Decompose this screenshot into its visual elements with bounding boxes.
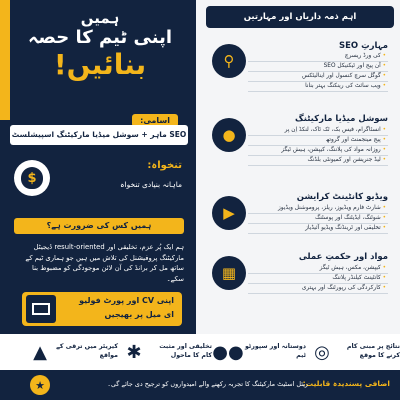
lightbulb-icon: ✱ xyxy=(126,341,142,363)
list-item: • پیج مینجمنٹ اور گروتھ xyxy=(248,136,388,146)
team-icon: ●● xyxy=(212,341,244,363)
footer-bar xyxy=(0,370,400,400)
benefit-growth xyxy=(24,338,120,368)
benefit-creative xyxy=(118,338,214,368)
benefits-row xyxy=(0,334,400,370)
list-item: • آن پیج اور ٹیکنیکل SEO xyxy=(248,62,388,72)
mail-icon xyxy=(26,295,56,323)
star-icon: ★ xyxy=(30,375,50,395)
headline-line-1: ہمیں xyxy=(80,9,120,27)
section-content-strategy xyxy=(206,248,394,312)
benefit-text: تخلیقی اور مثبت کام کا ماحول xyxy=(159,343,212,359)
section-seo xyxy=(206,36,394,100)
cv-box xyxy=(22,292,182,326)
target-icon: ◎ xyxy=(314,341,330,363)
seo-magnifier-icon: ⚲ xyxy=(212,44,246,78)
headline-line-2: اپنی ٹیم کا حصہ xyxy=(28,27,172,48)
list-item: • کارکردگی کی رپورٹنگ اور بہتری xyxy=(248,284,388,294)
section-title: مہارتِ SEO xyxy=(339,41,388,51)
list-item: • شوٹنگ، ایڈیٹنگ اور پوسٹنگ xyxy=(248,214,388,224)
section-items xyxy=(248,52,388,92)
benefit-text: دوستانہ اور سپورٹو ٹیم xyxy=(244,343,306,359)
list-item: • انسٹاگرام، فیس بک، ٹک ٹاک، لنکڈ اِن پر xyxy=(248,126,388,136)
position-label: اسامی: xyxy=(132,114,178,127)
cv-line-2: ای میل پر بھیجیں xyxy=(104,310,174,319)
list-item: • تخلیقی اور ٹرینڈنگ ویڈیو آئیڈیاز xyxy=(248,224,388,234)
benefit-text: کیریئر میں ترقی کے مواقع xyxy=(56,343,118,359)
video-clapper-icon: ▶ xyxy=(212,196,246,230)
section-title: ویڈیو کانٹینٹ کرایشن xyxy=(296,192,388,202)
responsibilities-header: اہم ذمہ داریاں اور مہارتیں xyxy=(206,6,394,28)
cv-line-1: اپنی CV اور پورٹ فولیو xyxy=(79,296,174,305)
position-title: SEO ماہر + سوشل میڈیا مارکیٹنگ اسپیشلسٹ xyxy=(10,125,188,145)
footer-text: ریئل اسٹیٹ مارکیٹنگ کا تجربہ رکھنے والے امیدواروں کو ترجیح دی جائے گی۔ xyxy=(107,380,308,388)
calendar-icon: ▦ xyxy=(212,256,246,290)
list-item: • کانٹینٹ کیلنڈر پلاننگ xyxy=(248,274,388,284)
list-item: • روزانہ مواد کی پلاننگ، کیپشن، ہیش ٹیگز xyxy=(248,146,388,156)
need-text: ہم ایک پُر عزم، تخلیقی اور result-oriented ڈیجیٹل مارکیٹنگ پروفیشنل کی تلاش میں ہیں جو ہماری ٹیم کے ساتھ مل کر برانڈ کی آن لائن موجودگی کو مضبوط بنا سکے۔ xyxy=(25,243,184,283)
list-item: • شارٹ فارم ویڈیوز، ریلز، پروموشنل ویڈیوز xyxy=(248,204,388,214)
section-items xyxy=(248,264,388,294)
headline-line-3: بنائیں! xyxy=(53,48,147,81)
section-social-media xyxy=(206,110,394,174)
growth-chart-icon: ▲ xyxy=(33,341,47,363)
headline xyxy=(12,10,188,82)
list-item: • ویب سائٹ کی رینکنگ بہتر بنانا xyxy=(248,82,388,92)
benefit-team xyxy=(212,338,308,368)
section-items xyxy=(248,204,388,234)
salary-title: تنخواہ: xyxy=(147,160,182,171)
social-media-icon: ● xyxy=(212,118,246,152)
section-title: مواد اور حکمتِ عملی xyxy=(298,252,388,262)
section-items xyxy=(248,126,388,166)
benefit-text: نتائج پر مبنی کام کرنے کا موقع xyxy=(346,343,400,359)
left-panel xyxy=(0,0,196,334)
section-video xyxy=(206,188,394,252)
list-item: • کی ورڈ ریسرچ xyxy=(248,52,388,62)
section-title: سوشل میڈیا مارکیٹنگ xyxy=(295,114,388,124)
salary-text: ماہانہ بنیادی تنخواہ xyxy=(120,180,182,189)
need-title: ہمیں کس کی ضرورت ہے؟ xyxy=(14,218,184,234)
list-item: • لیڈ جنریشن اور کمیونٹی بلڈنگ xyxy=(248,156,388,166)
gold-stripe xyxy=(0,0,10,120)
list-item: • کیپشن، مکس، ہیش ٹیگز xyxy=(248,264,388,274)
benefit-results xyxy=(306,338,400,368)
footer-title: اضافی پسندیدہ قابلیت: xyxy=(302,379,390,388)
money-bag-icon: $ xyxy=(14,160,50,196)
list-item: • گوگل سرچ کنسول اور اینالیٹکس xyxy=(248,72,388,82)
